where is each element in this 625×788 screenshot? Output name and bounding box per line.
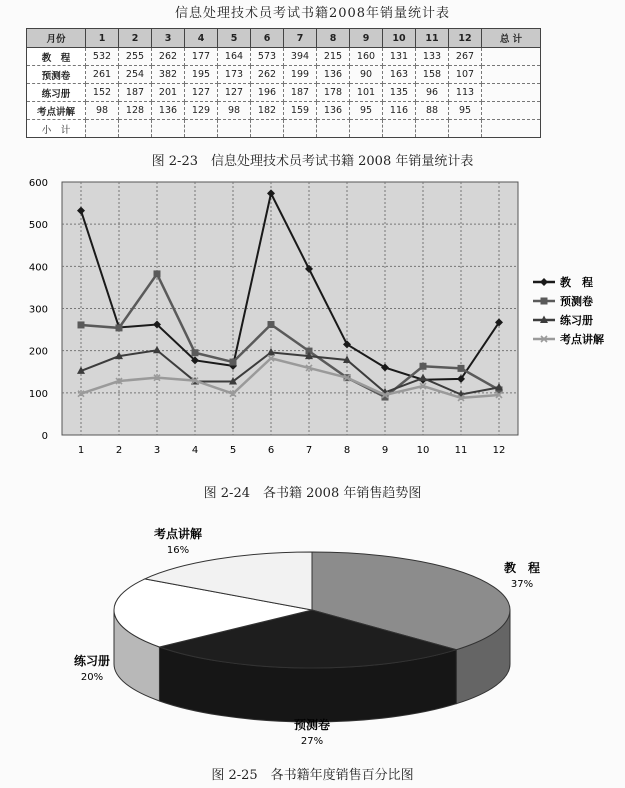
- table-caption: 图 2-23 信息处理技术员考试书籍 2008 年销量统计表: [151, 154, 474, 169]
- table-cell: 177: [185, 48, 218, 66]
- table-cell: 187: [284, 84, 317, 102]
- header-month-cell: 2: [119, 29, 152, 48]
- data-point: [230, 359, 237, 366]
- table-cell: 159: [284, 102, 317, 120]
- table-cell: 136: [317, 66, 350, 84]
- data-point: [192, 349, 199, 356]
- table-cell: [86, 120, 119, 138]
- y-tick-label: 600: [28, 178, 48, 189]
- header-month-cell: 6: [251, 29, 284, 48]
- x-tick-label: 1: [77, 445, 85, 456]
- y-tick-label: 400: [28, 262, 48, 274]
- header-month-cell: 3: [152, 29, 185, 48]
- legend-marker: [540, 278, 548, 286]
- total-cell: [482, 102, 541, 120]
- pie-percent-label: 16%: [166, 545, 190, 556]
- x-tick-label: 2: [115, 445, 123, 456]
- pie-label: 预测卷: [293, 718, 331, 732]
- x-tick-label: 11: [454, 445, 468, 456]
- x-tick-label: 7: [305, 445, 313, 456]
- table-cell: [383, 120, 416, 138]
- table-cell: 215: [317, 48, 350, 66]
- table-row: [27, 66, 541, 84]
- table-cell: 195: [185, 66, 218, 84]
- row-label: 练习册: [27, 84, 86, 102]
- table-cell: [185, 120, 218, 138]
- table-cell: 95: [449, 102, 482, 120]
- header-month-cell: 8: [317, 29, 350, 48]
- table-cell: 136: [152, 102, 185, 120]
- subtotal-label: 小 计: [27, 120, 86, 138]
- table-cell: 107: [449, 66, 482, 84]
- table-cell: 98: [218, 102, 251, 120]
- table-cell: 133: [416, 48, 449, 66]
- table-cell: 127: [185, 84, 218, 102]
- header-month-cell: 1: [86, 29, 119, 48]
- x-tick-label: 3: [153, 445, 161, 456]
- table-cell: [251, 120, 284, 138]
- table-cell: 178: [317, 84, 350, 102]
- y-tick-label: 500: [28, 220, 48, 232]
- table-cell: 573: [251, 48, 284, 66]
- row-label: 教 程: [27, 48, 86, 66]
- pie-label: 考点讲解: [153, 527, 203, 541]
- table-cell: [119, 120, 152, 138]
- table-cell: 158: [416, 66, 449, 84]
- table-cell: 96: [416, 84, 449, 102]
- legend-label: 预测卷: [560, 295, 593, 308]
- table-cell: 88: [416, 102, 449, 120]
- header-month-cell: 5: [218, 29, 251, 48]
- table-row: [27, 102, 541, 120]
- table-cell: 127: [218, 84, 251, 102]
- table-cell: 255: [119, 48, 152, 66]
- x-tick-label: 8: [343, 445, 351, 456]
- table-cell: 128: [119, 102, 152, 120]
- table-cell: 199: [284, 66, 317, 84]
- table-cell: 129: [185, 102, 218, 120]
- table-cell: 532: [86, 48, 119, 66]
- table-cell: [449, 120, 482, 138]
- table-cell: 164: [218, 48, 251, 66]
- x-tick-label: 5: [229, 445, 237, 456]
- table-cell: 382: [152, 66, 185, 84]
- table-cell: 113: [449, 84, 482, 102]
- pie-label: 教 程: [503, 561, 541, 575]
- table-cell: 394: [284, 48, 317, 66]
- table-row: [27, 84, 541, 102]
- table-cell: [350, 120, 383, 138]
- table-cell: 116: [383, 102, 416, 120]
- table-cell: 101: [350, 84, 383, 102]
- table-cell: 262: [251, 66, 284, 84]
- table-cell: [317, 120, 350, 138]
- table-cell: 262: [152, 48, 185, 66]
- table-header-row: [27, 29, 541, 48]
- header-month-cell: 10: [383, 29, 416, 48]
- table-cell: 196: [251, 84, 284, 102]
- table-cell: [152, 120, 185, 138]
- data-point: [458, 365, 465, 372]
- header-month-cell: 11: [416, 29, 449, 48]
- table-cell: 187: [119, 84, 152, 102]
- x-tick-label: 9: [381, 445, 389, 456]
- legend-marker: [541, 298, 548, 305]
- row-label: 预测卷: [27, 66, 86, 84]
- pie-percent-label: 27%: [300, 736, 324, 747]
- subtotal-row: [27, 120, 541, 138]
- x-tick-label: 4: [191, 445, 199, 456]
- table-cell: 261: [86, 66, 119, 84]
- line-chart-caption: 图 2-24 各书籍 2008 年销售趋势图: [203, 486, 422, 501]
- header-month-cell: 7: [284, 29, 317, 48]
- header-month-cell: 12: [449, 29, 482, 48]
- pie-percent-label: 37%: [510, 579, 534, 590]
- table-cell: [416, 120, 449, 138]
- data-point: [268, 321, 275, 328]
- table-cell: 152: [86, 84, 119, 102]
- table-title: 信息处理技术员考试书籍2008年销量统计表: [174, 6, 451, 21]
- x-tick-label: 6: [267, 445, 275, 456]
- x-tick-label: 10: [416, 445, 430, 456]
- table-cell: 267: [449, 48, 482, 66]
- table-cell: 90: [350, 66, 383, 84]
- table-row: [27, 48, 541, 66]
- header-total: 总 计: [482, 29, 541, 48]
- line-chart: [0, 170, 625, 470]
- y-tick-label: 200: [28, 346, 48, 358]
- table-cell: 136: [317, 102, 350, 120]
- x-tick-label: 12: [492, 445, 506, 456]
- legend-label: 考点讲解: [560, 333, 604, 346]
- header-month: 月份: [27, 29, 86, 48]
- sales-table: [26, 28, 541, 138]
- row-label: 考点讲解: [27, 102, 86, 120]
- table-cell: 163: [383, 66, 416, 84]
- table-cell: 131: [383, 48, 416, 66]
- y-tick-label: 300: [28, 304, 48, 316]
- data-point: [420, 363, 427, 370]
- y-tick-label: 100: [28, 388, 48, 400]
- table-cell: 173: [218, 66, 251, 84]
- total-cell: [482, 48, 541, 66]
- table-cell: [218, 120, 251, 138]
- pie-percent-label: 20%: [80, 672, 104, 683]
- y-tick-label: 0: [41, 431, 48, 442]
- legend-label: 教 程: [560, 276, 593, 289]
- total-cell: [482, 120, 541, 138]
- table-cell: 135: [383, 84, 416, 102]
- table-cell: [284, 120, 317, 138]
- table-cell: 254: [119, 66, 152, 84]
- header-month-cell: 4: [185, 29, 218, 48]
- data-point: [154, 270, 161, 277]
- table-cell: 201: [152, 84, 185, 102]
- pie-chart: [0, 505, 625, 760]
- table-cell: 95: [350, 102, 383, 120]
- table-cell: 160: [350, 48, 383, 66]
- table-cell: 98: [86, 102, 119, 120]
- data-point: [116, 324, 123, 331]
- table-cell: 182: [251, 102, 284, 120]
- total-cell: [482, 84, 541, 102]
- total-cell: [482, 66, 541, 84]
- pie-label: 练习册: [73, 654, 111, 668]
- legend-label: 练习册: [560, 314, 593, 327]
- header-month-cell: 9: [350, 29, 383, 48]
- data-point: [78, 321, 85, 328]
- pie-chart-caption: 图 2-25 各书籍年度销售百分比图: [211, 768, 414, 783]
